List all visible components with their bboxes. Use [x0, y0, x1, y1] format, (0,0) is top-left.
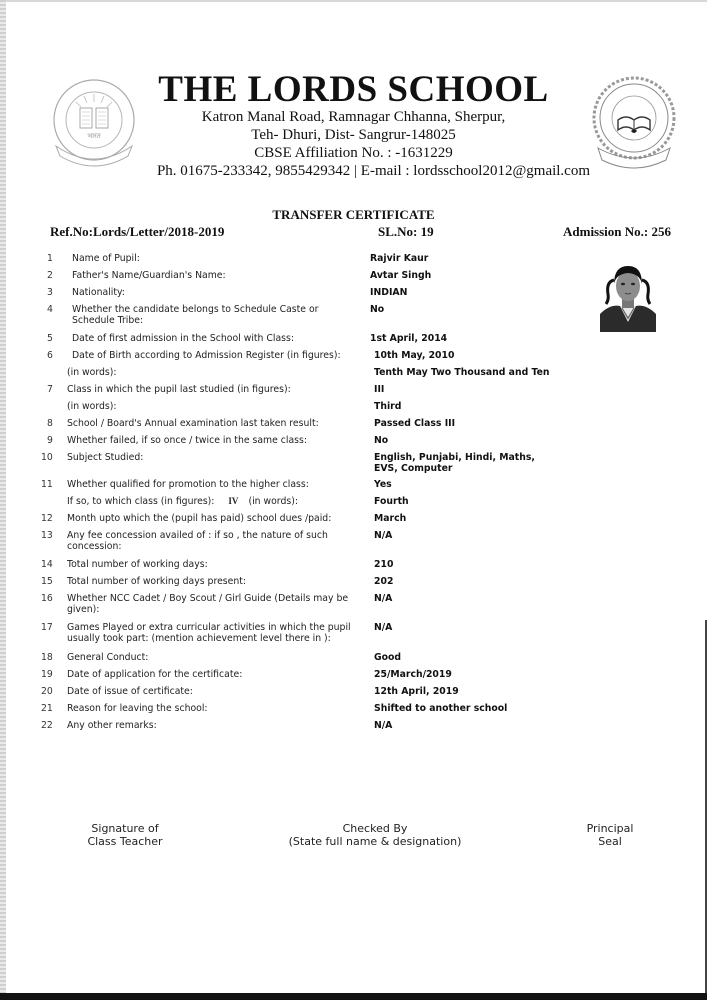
field-value: Passed Class III	[374, 418, 456, 429]
field-label: (in words):	[67, 401, 117, 412]
signature-label: (State full name & designation)	[288, 835, 462, 848]
promotion-class-label: If so, to which class (in figures):	[67, 496, 215, 507]
field-number: 21	[41, 703, 53, 714]
address-line-1: Katron Manal Road, Ramnagar Chhanna, Sherpur,	[201, 109, 506, 125]
field-value: Fourth	[374, 496, 409, 507]
field-label: Whether the candidate belongs to Schedule Caste or Schedule Tribe:	[72, 304, 319, 326]
field-value: N/A	[374, 530, 393, 541]
field-label: Reason for leaving the school:	[67, 703, 208, 714]
field-label: Father's Name/Guardian's Name:	[72, 270, 226, 281]
field-number: 18	[41, 652, 53, 663]
field-value: March	[374, 513, 407, 524]
field-value: 25/March/2019	[374, 669, 452, 680]
field-label: General Conduct:	[67, 652, 149, 663]
field-value: N/A	[374, 622, 393, 633]
field-label: School / Board's Annual examination last taken result:	[67, 418, 319, 429]
field-number: 13	[41, 530, 53, 541]
principal-seal	[570, 822, 650, 848]
field-label: Games Played or extra curricular activities in which the pupil usually took part: (mention achievement level there in ):	[67, 622, 351, 644]
field-value: 12th April, 2019	[374, 686, 459, 697]
field-label: Date of application for the certificate:	[67, 669, 243, 680]
field-value: No	[374, 435, 389, 446]
signature-label: Class Teacher	[87, 835, 163, 848]
field-label: Whether failed, if so once / twice in the same class:	[67, 435, 308, 446]
serial-number: SL.No: 19	[378, 224, 434, 239]
field-number: 5	[47, 333, 53, 344]
field-number: 12	[41, 513, 53, 524]
checked-by-signature	[270, 822, 480, 848]
field-label	[67, 496, 367, 507]
field-number: 19	[41, 669, 53, 680]
field-label: Nationality:	[72, 287, 125, 298]
field-value: III	[374, 384, 385, 395]
class-teacher-signature	[70, 822, 180, 848]
affiliation-number: CBSE Affiliation No. : -1631229	[254, 145, 453, 161]
signature-label: Checked By	[342, 822, 408, 835]
field-number: 2	[47, 270, 53, 281]
field-value: N/A	[374, 720, 393, 731]
field-value: Avtar Singh	[370, 270, 432, 281]
field-number: 3	[47, 287, 53, 298]
field-label: Whether qualified for promotion to the higher class:	[67, 479, 309, 490]
field-value: No	[370, 304, 385, 315]
field-label: Any fee concession availed of : if so , the nature of such concession:	[67, 530, 328, 552]
field-number: 8	[47, 418, 53, 429]
contact-info: Ph. 01675-233342, 9855429342 | E-mail : lordsschool2012@gmail.com	[156, 163, 591, 179]
field-value: Good	[374, 652, 402, 663]
field-label: Any other remarks:	[67, 720, 157, 731]
field-number: 16	[41, 593, 53, 604]
field-label: Date of issue of certificate:	[67, 686, 193, 697]
field-number: 7	[47, 384, 53, 395]
field-number: 9	[47, 435, 53, 446]
field-number: 10	[41, 452, 53, 463]
field-value: 10th May, 2010	[374, 350, 455, 361]
field-label: Month upto which the (pupil has paid) school dues /paid:	[67, 513, 332, 524]
field-value: Rajvir Kaur	[370, 253, 429, 264]
field-number: 4	[47, 304, 53, 315]
field-label: Name of Pupil:	[72, 253, 140, 264]
promotion-class-words-label: (in words):	[248, 496, 298, 507]
admission-number: Admission No.: 256	[563, 224, 671, 239]
field-value: 210	[374, 559, 394, 570]
school-name: THE LORDS SCHOOL	[158, 69, 549, 110]
field-value: Tenth May Two Thousand and Ten	[374, 367, 550, 378]
scan-edge-top	[0, 0, 707, 2]
field-number: 22	[41, 720, 53, 731]
field-number: 20	[41, 686, 53, 697]
field-value: INDIAN	[370, 287, 408, 298]
field-label: Date of Birth according to Admission Register (in figures):	[72, 350, 341, 361]
pupil-photo	[600, 256, 656, 332]
certificate-title: TRANSFER CERTIFICATE	[272, 207, 435, 222]
address-line-2: Teh- Dhuri, Dist- Sangrur-148025	[251, 127, 456, 143]
field-value: Shifted to another school	[374, 703, 508, 714]
field-label: Class in which the pupil last studied (in figures):	[67, 384, 291, 395]
signature-label: Signature of	[91, 822, 159, 835]
field-label: Subject Studied:	[67, 452, 144, 463]
field-label: Total number of working days:	[67, 559, 208, 570]
field-value: Yes	[374, 479, 392, 490]
signature-label: Seal	[598, 835, 622, 848]
field-value: English, Punjabi, Hindi, Maths, EVS, Computer	[374, 452, 535, 474]
field-number: 17	[41, 622, 53, 633]
promotion-class-figure: IV	[228, 496, 239, 506]
scan-edge-bottom	[0, 993, 707, 1000]
field-label: Date of first admission in the School with Class:	[72, 333, 294, 344]
field-number: 11	[41, 479, 53, 490]
field-label: Total number of working days present:	[67, 576, 247, 587]
reference-number: Ref.No:Lords/Letter/2018-2019	[50, 224, 225, 239]
field-value: 1st April, 2014	[370, 333, 448, 344]
field-label: Whether NCC Cadet / Boy Scout / Girl Guide (Details may be given):	[67, 593, 349, 615]
signature-label: Principal	[586, 822, 634, 835]
field-value: Third	[374, 401, 402, 412]
field-number: 14	[41, 559, 53, 570]
field-label: (in words):	[67, 367, 117, 378]
field-value: N/A	[374, 593, 393, 604]
svg-text:भारत: भारत	[87, 132, 101, 140]
field-number: 15	[41, 576, 53, 587]
field-value: 202	[374, 576, 394, 587]
field-number: 6	[47, 350, 53, 361]
field-number: 1	[47, 253, 53, 264]
